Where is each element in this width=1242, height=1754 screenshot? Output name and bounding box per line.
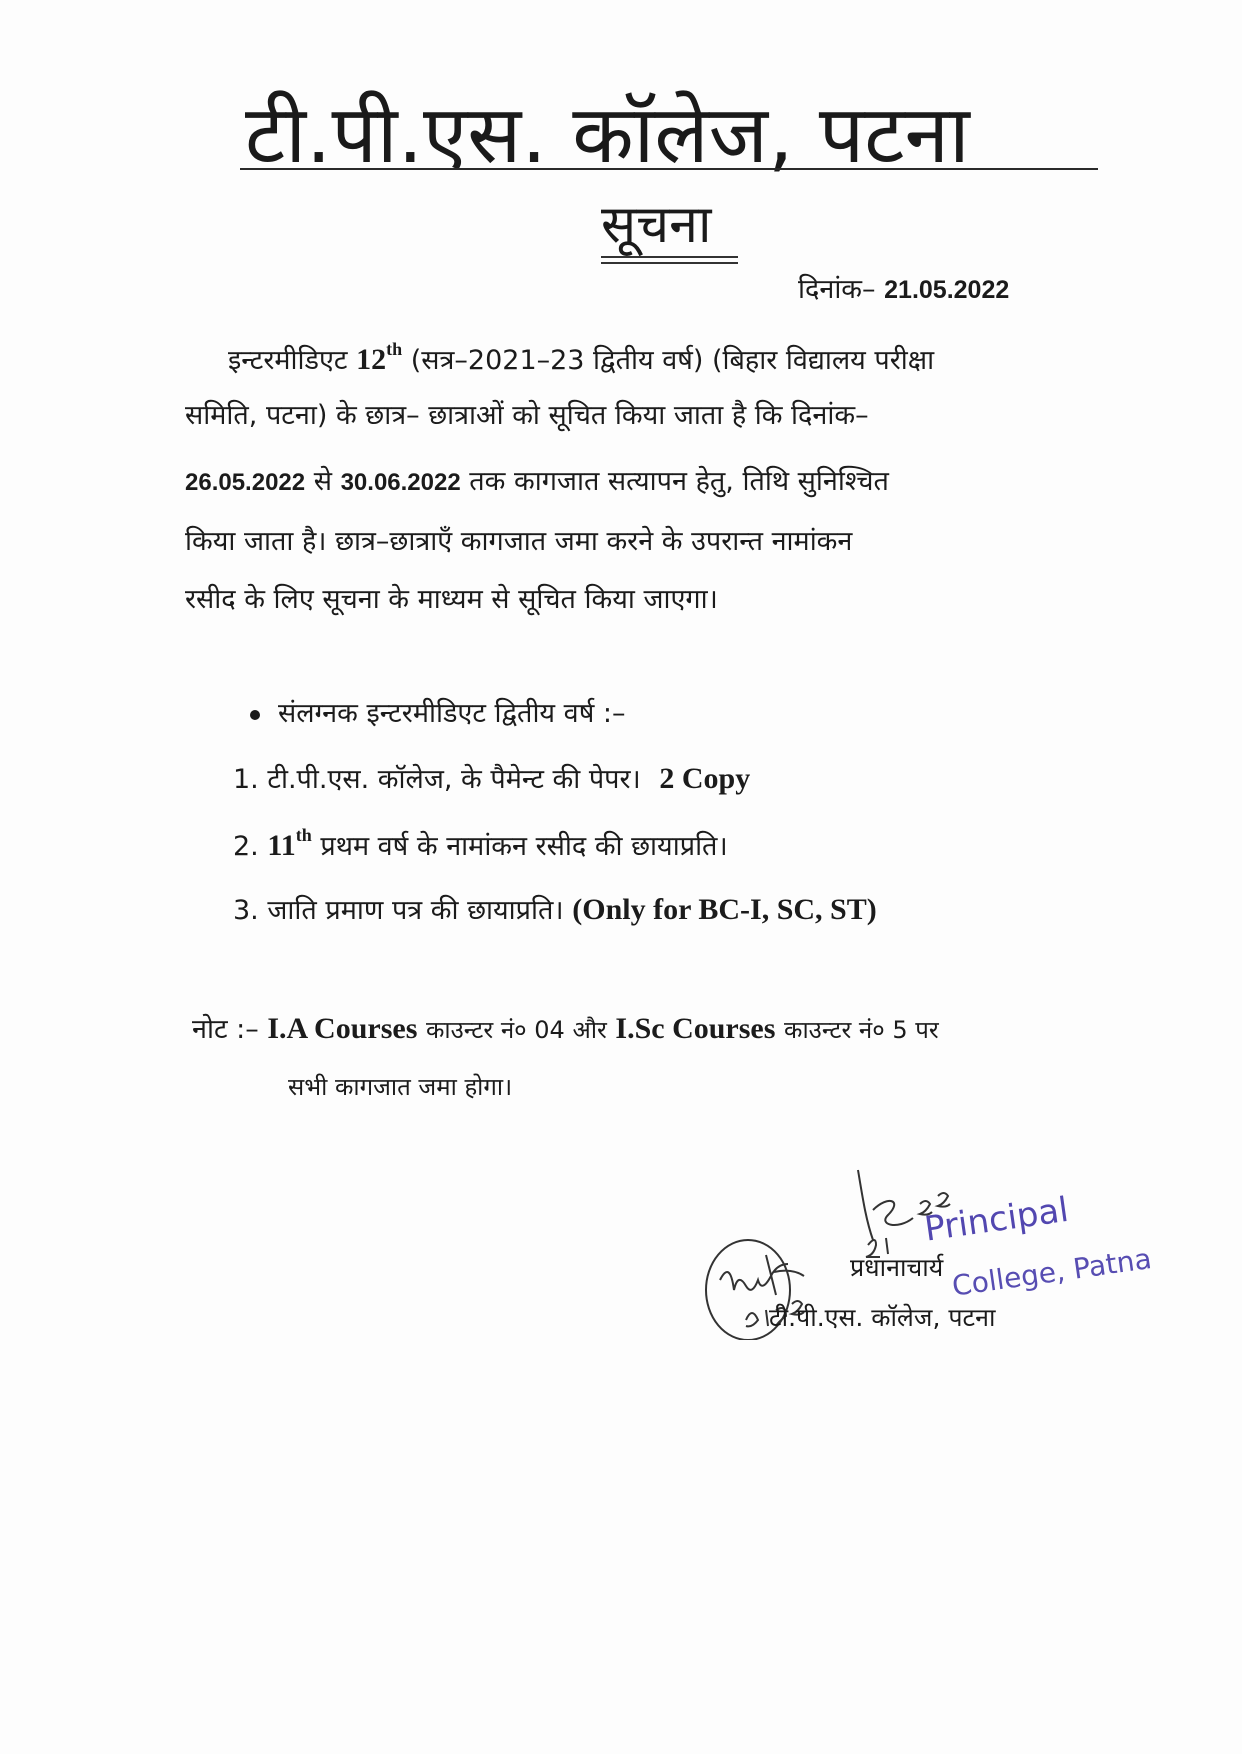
note-label: नोट :– [192,1014,259,1045]
heading-underline [601,256,738,258]
college-title: टी.पी.एस. कॉलेज, पटना [245,88,970,181]
item-number: 2. [233,831,259,862]
item-extra: 2 Copy [659,762,751,795]
enclosure-item-3 [233,888,877,933]
item-number: 1. [233,764,259,795]
bullet-icon [250,710,260,720]
enclosure-item-2 [233,824,728,869]
body-text: से [313,466,332,497]
title-underline [240,168,1098,170]
date-label: दिनांक– [798,274,876,305]
signatory-designation: प्रधानाचार्य [850,1253,944,1282]
stamp-principal: Principal [922,1189,1072,1250]
body-text: (सत्र–2021–23 द्वितीय वर्ष) (बिहार विद्यालय परीक्षा [410,345,935,376]
body-text: इन्टरमीडिएट [228,345,348,376]
class-number: 12th [356,339,403,376]
body-line-5: रसीद के लिए सूचना के माध्यम से सूचित किया जाएगा। [185,584,718,615]
note-course-ia: I.A Courses [267,1012,418,1045]
note-counter-2: काउन्टर नं० 5 पर [784,1016,939,1044]
item-extra: (Only for BC-I, SC, ST) [572,893,877,926]
body-text: तक कागजात सत्यापन हेतु, तिथि सुनिश्चित [469,466,889,497]
stamp-college: College, Patna [950,1242,1154,1303]
note-counter-1: काउन्टर नं० 04 और [425,1016,607,1044]
body-line-2: समिति, पटना) के छात्र– छात्राओं को सूचित किया जाता है कि दिनांक– [185,400,869,431]
note-line-2: सभी कागजात जमा होगा। [288,1073,513,1101]
heading-underline-2 [601,262,738,264]
note-line-1 [192,1007,939,1052]
item-text: जाति प्रमाण पत्र की छायाप्रति। [267,895,564,926]
date-from: 26.05.2022 [185,469,306,496]
body-line-1 [228,338,934,383]
enclosure-item-1 [233,757,750,802]
notice-heading: सूचना [601,195,712,255]
notice-date [798,270,1009,310]
body-line-4: किया जाता है। छात्र–छात्राएँ कागजात जमा करने के उपरान्त नामांकन [185,526,853,557]
class-number: 11th [267,825,312,862]
item-number: 3. [233,895,259,926]
item-text: टी.पी.एस. कॉलेज, के पैमेन्ट की पेपर। [267,764,641,795]
body-line-3 [185,460,889,505]
enclosure-heading: संलग्नक इन्टरमीडिएट द्वितीय वर्ष :– [250,692,625,736]
signatory-college: टी.पी.एस. कॉलेज, पटना [769,1303,996,1332]
date-value: 21.05.2022 [884,276,1010,304]
note-course-isc: I.Sc Courses [615,1012,776,1045]
date-to: 30.06.2022 [340,469,461,496]
item-text: प्रथम वर्ष के नामांकन रसीद की छायाप्रति। [320,831,728,862]
